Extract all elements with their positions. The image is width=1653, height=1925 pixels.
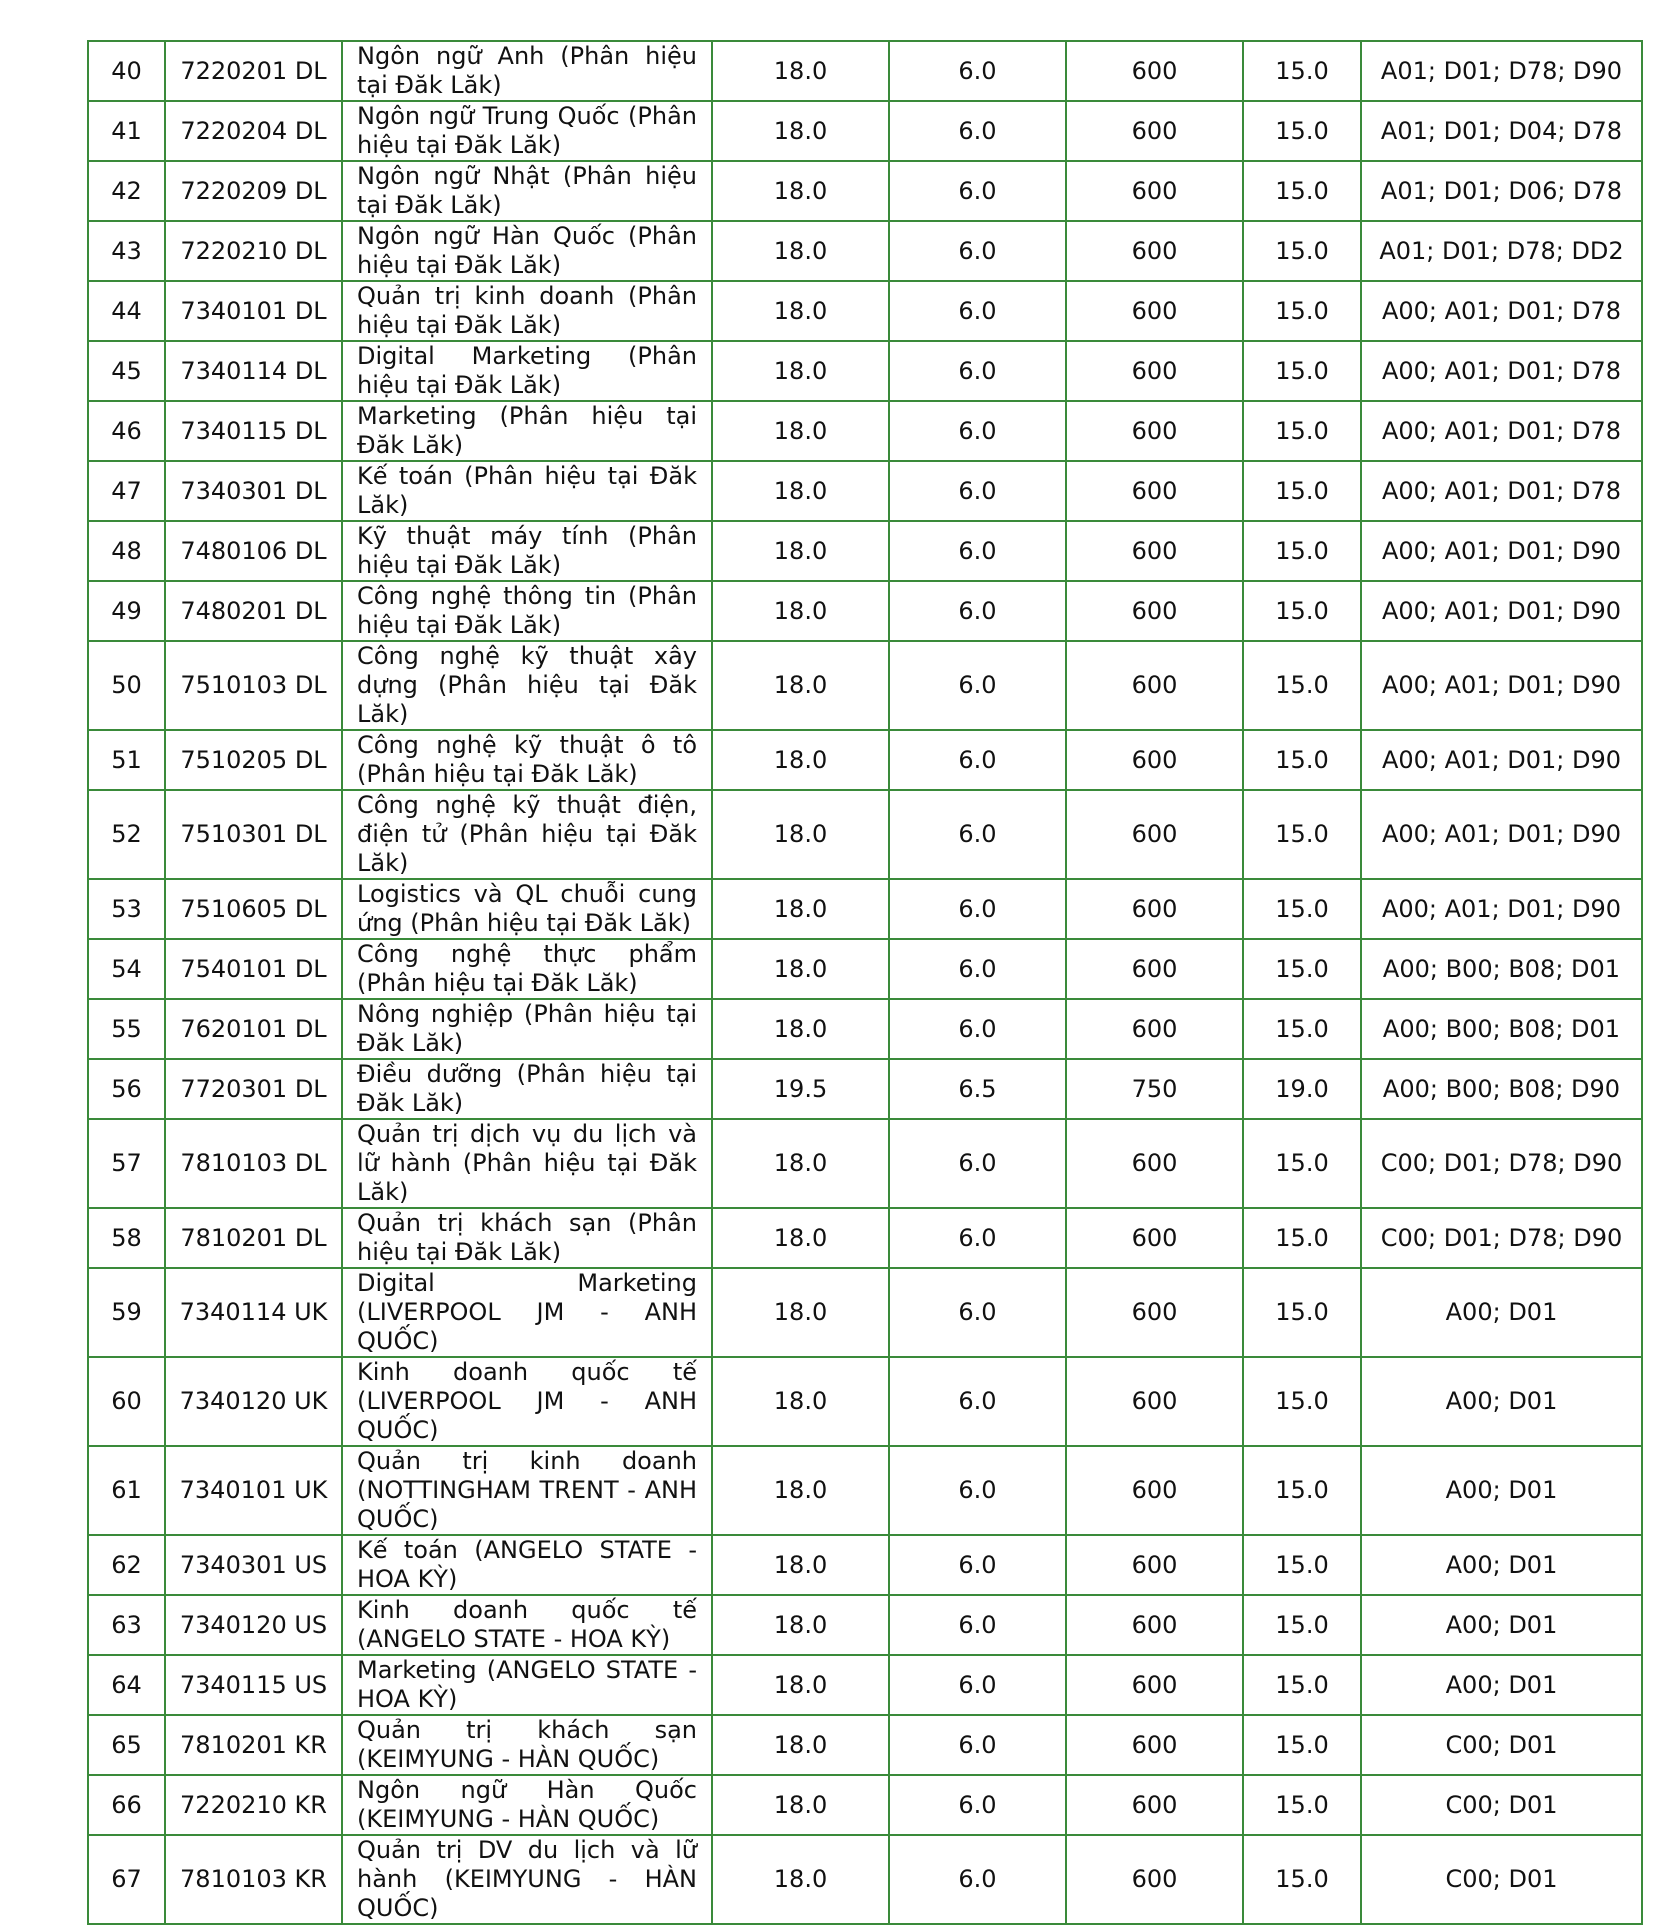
- score-col-3: 600: [1066, 1715, 1243, 1775]
- subject-groups: A00; D01: [1361, 1595, 1642, 1655]
- score-col-1: 18.0: [712, 999, 889, 1059]
- score-col-4: 15.0: [1243, 939, 1361, 999]
- score-col-3: 600: [1066, 730, 1243, 790]
- major-code: 7510103 DL: [165, 641, 342, 730]
- score-col-4: 15.0: [1243, 281, 1361, 341]
- major-code: 7340101 UK: [165, 1446, 342, 1535]
- major-code: 7620101 DL: [165, 999, 342, 1059]
- table-row: [88, 101, 1642, 161]
- row-number: 51: [88, 730, 165, 790]
- score-col-3: 600: [1066, 521, 1243, 581]
- score-col-4: 15.0: [1243, 730, 1361, 790]
- subject-groups: A00; A01; D01; D78: [1361, 461, 1642, 521]
- major-name: Nông nghiệp (Phân hiệu tại Đăk Lăk): [342, 999, 712, 1059]
- table-row: [88, 730, 1642, 790]
- row-number: 47: [88, 461, 165, 521]
- score-col-1: 18.0: [712, 1715, 889, 1775]
- score-col-2: 6.0: [889, 1775, 1066, 1835]
- score-col-3: 600: [1066, 939, 1243, 999]
- table-row: [88, 1357, 1642, 1446]
- major-name: Kỹ thuật máy tính (Phân hiệu tại Đăk Lăk): [342, 521, 712, 581]
- major-code: 7220210 KR: [165, 1775, 342, 1835]
- major-code: 7340114 UK: [165, 1268, 342, 1357]
- major-code: 7810201 DL: [165, 1208, 342, 1268]
- score-col-2: 6.0: [889, 521, 1066, 581]
- score-col-2: 6.0: [889, 879, 1066, 939]
- score-col-3: 750: [1066, 1059, 1243, 1119]
- subject-groups: A01; D01; D06; D78: [1361, 161, 1642, 221]
- score-col-2: 6.0: [889, 1715, 1066, 1775]
- major-code: 7220201 DL: [165, 41, 342, 101]
- score-col-3: 600: [1066, 41, 1243, 101]
- table-row: [88, 1775, 1642, 1835]
- major-name: Quản trị kinh doanh (NOTTINGHAM TRENT - ANH QUỐC): [342, 1446, 712, 1535]
- admission-score-table-page: [87, 40, 1641, 1925]
- score-col-1: 18.0: [712, 101, 889, 161]
- score-col-2: 6.0: [889, 1535, 1066, 1595]
- score-col-1: 18.0: [712, 879, 889, 939]
- major-name: Quản trị khách sạn (KEIMYUNG - HÀN QUỐC): [342, 1715, 712, 1775]
- score-col-1: 18.0: [712, 939, 889, 999]
- score-col-2: 6.0: [889, 939, 1066, 999]
- subject-groups: A00; D01: [1361, 1535, 1642, 1595]
- row-number: 52: [88, 790, 165, 879]
- table-row: [88, 879, 1642, 939]
- major-code: 7810103 DL: [165, 1119, 342, 1208]
- table-row: [88, 1119, 1642, 1208]
- subject-groups: A00; A01; D01; D90: [1361, 641, 1642, 730]
- major-code: 7480106 DL: [165, 521, 342, 581]
- row-number: 46: [88, 401, 165, 461]
- table-row: [88, 1535, 1642, 1595]
- table-row: [88, 281, 1642, 341]
- score-col-1: 18.0: [712, 1357, 889, 1446]
- admission-score-table: [87, 40, 1643, 1925]
- major-code: 7540101 DL: [165, 939, 342, 999]
- major-code: 7810103 KR: [165, 1835, 342, 1924]
- score-col-2: 6.0: [889, 281, 1066, 341]
- table-row: [88, 521, 1642, 581]
- score-col-2: 6.0: [889, 41, 1066, 101]
- score-col-4: 15.0: [1243, 101, 1361, 161]
- table-row: [88, 41, 1642, 101]
- score-col-4: 15.0: [1243, 1595, 1361, 1655]
- score-col-4: 15.0: [1243, 1715, 1361, 1775]
- row-number: 58: [88, 1208, 165, 1268]
- score-col-3: 600: [1066, 1208, 1243, 1268]
- major-code: 7720301 DL: [165, 1059, 342, 1119]
- table-row: [88, 939, 1642, 999]
- table-row: [88, 401, 1642, 461]
- major-name: Quản trị DV du lịch và lữ hành (KEIMYUNG - HÀN QUỐC): [342, 1835, 712, 1924]
- major-name: Ngôn ngữ Trung Quốc (Phân hiệu tại Đăk Lăk): [342, 101, 712, 161]
- subject-groups: C00; D01: [1361, 1775, 1642, 1835]
- score-col-1: 18.0: [712, 1208, 889, 1268]
- row-number: 50: [88, 641, 165, 730]
- score-col-2: 6.0: [889, 101, 1066, 161]
- subject-groups: A00; A01; D01; D90: [1361, 581, 1642, 641]
- subject-groups: A00; A01; D01; D90: [1361, 879, 1642, 939]
- subject-groups: A00; B00; B08; D01: [1361, 939, 1642, 999]
- score-col-3: 600: [1066, 1655, 1243, 1715]
- major-name: Công nghệ kỹ thuật ô tô (Phân hiệu tại Đăk Lăk): [342, 730, 712, 790]
- major-code: 7220204 DL: [165, 101, 342, 161]
- major-name: Digital Marketing (Phân hiệu tại Đăk Lăk): [342, 341, 712, 401]
- score-col-2: 6.0: [889, 999, 1066, 1059]
- subject-groups: A01; D01; D78; DD2: [1361, 221, 1642, 281]
- score-col-1: 18.0: [712, 161, 889, 221]
- score-col-2: 6.0: [889, 1446, 1066, 1535]
- major-name: Ngôn ngữ Hàn Quốc (Phân hiệu tại Đăk Lăk): [342, 221, 712, 281]
- score-col-4: 15.0: [1243, 641, 1361, 730]
- score-col-4: 15.0: [1243, 999, 1361, 1059]
- score-col-4: 15.0: [1243, 1208, 1361, 1268]
- major-name: Kế toán (ANGELO STATE - HOA KỲ): [342, 1535, 712, 1595]
- score-col-2: 6.0: [889, 161, 1066, 221]
- row-number: 56: [88, 1059, 165, 1119]
- subject-groups: A00; D01: [1361, 1446, 1642, 1535]
- score-col-1: 18.0: [712, 1119, 889, 1208]
- score-col-1: 18.0: [712, 1595, 889, 1655]
- major-name: Logistics và QL chuỗi cung ứng (Phân hiệu tại Đăk Lăk): [342, 879, 712, 939]
- score-col-3: 600: [1066, 1835, 1243, 1924]
- major-code: 7480201 DL: [165, 581, 342, 641]
- score-col-3: 600: [1066, 401, 1243, 461]
- score-col-4: 15.0: [1243, 461, 1361, 521]
- score-col-1: 18.0: [712, 221, 889, 281]
- score-col-1: 18.0: [712, 281, 889, 341]
- row-number: 55: [88, 999, 165, 1059]
- score-col-4: 15.0: [1243, 1119, 1361, 1208]
- score-col-4: 15.0: [1243, 221, 1361, 281]
- table-row: [88, 461, 1642, 521]
- score-col-2: 6.0: [889, 1357, 1066, 1446]
- score-col-1: 18.0: [712, 401, 889, 461]
- score-col-1: 18.0: [712, 521, 889, 581]
- score-col-4: 15.0: [1243, 1446, 1361, 1535]
- major-name: Quản trị khách sạn (Phân hiệu tại Đăk Lăk): [342, 1208, 712, 1268]
- major-name: Quản trị kinh doanh (Phân hiệu tại Đăk Lăk): [342, 281, 712, 341]
- row-number: 54: [88, 939, 165, 999]
- table-row: [88, 1059, 1642, 1119]
- score-col-2: 6.0: [889, 1268, 1066, 1357]
- row-number: 45: [88, 341, 165, 401]
- score-col-2: 6.0: [889, 1595, 1066, 1655]
- score-col-4: 15.0: [1243, 341, 1361, 401]
- subject-groups: A00; A01; D01; D78: [1361, 341, 1642, 401]
- major-name: Ngôn ngữ Hàn Quốc (KEIMYUNG - HÀN QUỐC): [342, 1775, 712, 1835]
- major-name: Marketing (Phân hiệu tại Đăk Lăk): [342, 401, 712, 461]
- major-name: Công nghệ thực phẩm (Phân hiệu tại Đăk Lăk): [342, 939, 712, 999]
- row-number: 62: [88, 1535, 165, 1595]
- score-col-4: 15.0: [1243, 879, 1361, 939]
- row-number: 60: [88, 1357, 165, 1446]
- major-code: 7340120 UK: [165, 1357, 342, 1446]
- subject-groups: A00; D01: [1361, 1268, 1642, 1357]
- score-col-3: 600: [1066, 641, 1243, 730]
- score-col-3: 600: [1066, 1775, 1243, 1835]
- major-code: 7810201 KR: [165, 1715, 342, 1775]
- score-col-3: 600: [1066, 1446, 1243, 1535]
- row-number: 48: [88, 521, 165, 581]
- table-row: [88, 1446, 1642, 1535]
- row-number: 67: [88, 1835, 165, 1924]
- score-col-2: 6.0: [889, 1119, 1066, 1208]
- score-col-3: 600: [1066, 1119, 1243, 1208]
- major-name: Kinh doanh quốc tế (LIVERPOOL JM - ANH QUỐC): [342, 1357, 712, 1446]
- score-col-4: 19.0: [1243, 1059, 1361, 1119]
- major-name: Marketing (ANGELO STATE - HOA KỲ): [342, 1655, 712, 1715]
- score-col-1: 18.0: [712, 1535, 889, 1595]
- major-code: 7220210 DL: [165, 221, 342, 281]
- row-number: 53: [88, 879, 165, 939]
- score-col-3: 600: [1066, 221, 1243, 281]
- major-name: Ngôn ngữ Nhật (Phân hiệu tại Đăk Lăk): [342, 161, 712, 221]
- score-col-3: 600: [1066, 1595, 1243, 1655]
- score-col-4: 15.0: [1243, 1835, 1361, 1924]
- score-col-3: 600: [1066, 1268, 1243, 1357]
- score-col-2: 6.0: [889, 401, 1066, 461]
- score-col-4: 15.0: [1243, 1357, 1361, 1446]
- subject-groups: A00; A01; D01; D78: [1361, 401, 1642, 461]
- score-col-2: 6.0: [889, 581, 1066, 641]
- subject-groups: C00; D01: [1361, 1835, 1642, 1924]
- score-col-4: 15.0: [1243, 1655, 1361, 1715]
- score-col-4: 15.0: [1243, 521, 1361, 581]
- row-number: 65: [88, 1715, 165, 1775]
- major-code: 7340115 US: [165, 1655, 342, 1715]
- score-col-3: 600: [1066, 999, 1243, 1059]
- row-number: 57: [88, 1119, 165, 1208]
- score-col-3: 600: [1066, 1357, 1243, 1446]
- score-col-1: 18.0: [712, 1835, 889, 1924]
- score-col-4: 15.0: [1243, 401, 1361, 461]
- major-code: 7510205 DL: [165, 730, 342, 790]
- row-number: 61: [88, 1446, 165, 1535]
- table-row: [88, 1268, 1642, 1357]
- major-name: Kế toán (Phân hiệu tại Đăk Lăk): [342, 461, 712, 521]
- row-number: 66: [88, 1775, 165, 1835]
- score-col-2: 6.0: [889, 1655, 1066, 1715]
- subject-groups: A00; A01; D01; D90: [1361, 730, 1642, 790]
- subject-groups: C00; D01; D78; D90: [1361, 1208, 1642, 1268]
- table-row: [88, 221, 1642, 281]
- score-col-2: 6.0: [889, 730, 1066, 790]
- major-code: 7340115 DL: [165, 401, 342, 461]
- subject-groups: A01; D01; D78; D90: [1361, 41, 1642, 101]
- table-row: [88, 1595, 1642, 1655]
- score-col-3: 600: [1066, 790, 1243, 879]
- row-number: 64: [88, 1655, 165, 1715]
- score-col-1: 18.0: [712, 1775, 889, 1835]
- table-row: [88, 999, 1642, 1059]
- score-col-1: 18.0: [712, 1446, 889, 1535]
- score-col-3: 600: [1066, 101, 1243, 161]
- score-col-1: 18.0: [712, 1655, 889, 1715]
- major-name: Điều dưỡng (Phân hiệu tại Đăk Lăk): [342, 1059, 712, 1119]
- score-col-2: 6.0: [889, 461, 1066, 521]
- subject-groups: A00; A01; D01; D90: [1361, 790, 1642, 879]
- score-col-1: 18.0: [712, 730, 889, 790]
- score-col-2: 6.0: [889, 790, 1066, 879]
- major-name: Ngôn ngữ Anh (Phân hiệu tại Đăk Lăk): [342, 41, 712, 101]
- major-name: Kinh doanh quốc tế (ANGELO STATE - HOA KỲ): [342, 1595, 712, 1655]
- score-col-3: 600: [1066, 581, 1243, 641]
- row-number: 41: [88, 101, 165, 161]
- major-name: Công nghệ kỹ thuật điện, điện tử (Phân hiệu tại Đăk Lăk): [342, 790, 712, 879]
- major-code: 7510301 DL: [165, 790, 342, 879]
- subject-groups: A00; D01: [1361, 1357, 1642, 1446]
- score-col-3: 600: [1066, 879, 1243, 939]
- table-row: [88, 1208, 1642, 1268]
- score-col-4: 15.0: [1243, 1535, 1361, 1595]
- subject-groups: C00; D01; D78; D90: [1361, 1119, 1642, 1208]
- row-number: 40: [88, 41, 165, 101]
- score-col-1: 18.0: [712, 1268, 889, 1357]
- score-col-3: 600: [1066, 461, 1243, 521]
- score-col-3: 600: [1066, 161, 1243, 221]
- table-row: [88, 161, 1642, 221]
- subject-groups: A00; B00; B08; D90: [1361, 1059, 1642, 1119]
- score-col-2: 6.5: [889, 1059, 1066, 1119]
- table-row: [88, 1715, 1642, 1775]
- score-col-4: 15.0: [1243, 1775, 1361, 1835]
- table-row: [88, 341, 1642, 401]
- score-col-3: 600: [1066, 281, 1243, 341]
- subject-groups: A00; B00; B08; D01: [1361, 999, 1642, 1059]
- score-col-3: 600: [1066, 341, 1243, 401]
- score-col-1: 18.0: [712, 461, 889, 521]
- table-row: [88, 790, 1642, 879]
- score-col-4: 15.0: [1243, 581, 1361, 641]
- row-number: 59: [88, 1268, 165, 1357]
- score-col-1: 18.0: [712, 581, 889, 641]
- score-col-1: 18.0: [712, 41, 889, 101]
- score-col-2: 6.0: [889, 341, 1066, 401]
- subject-groups: A01; D01; D04; D78: [1361, 101, 1642, 161]
- score-col-4: 15.0: [1243, 41, 1361, 101]
- major-code: 7340120 US: [165, 1595, 342, 1655]
- subject-groups: A00; A01; D01; D78: [1361, 281, 1642, 341]
- score-col-3: 600: [1066, 1535, 1243, 1595]
- score-col-2: 6.0: [889, 641, 1066, 730]
- row-number: 44: [88, 281, 165, 341]
- table-row: [88, 1835, 1642, 1924]
- major-name: Digital Marketing (LIVERPOOL JM - ANH QUỐC): [342, 1268, 712, 1357]
- score-col-4: 15.0: [1243, 161, 1361, 221]
- score-col-1: 18.0: [712, 341, 889, 401]
- score-col-4: 15.0: [1243, 790, 1361, 879]
- score-col-1: 19.5: [712, 1059, 889, 1119]
- row-number: 49: [88, 581, 165, 641]
- major-name: Công nghệ thông tin (Phân hiệu tại Đăk Lăk): [342, 581, 712, 641]
- major-code: 7340301 US: [165, 1535, 342, 1595]
- major-code: 7220209 DL: [165, 161, 342, 221]
- subject-groups: A00; A01; D01; D90: [1361, 521, 1642, 581]
- table-row: [88, 641, 1642, 730]
- score-col-1: 18.0: [712, 641, 889, 730]
- major-code: 7510605 DL: [165, 879, 342, 939]
- major-code: 7340301 DL: [165, 461, 342, 521]
- major-name: Công nghệ kỹ thuật xây dựng (Phân hiệu tại Đăk Lăk): [342, 641, 712, 730]
- major-name: Quản trị dịch vụ du lịch và lữ hành (Phân hiệu tại Đăk Lăk): [342, 1119, 712, 1208]
- score-col-4: 15.0: [1243, 1268, 1361, 1357]
- table-row: [88, 1655, 1642, 1715]
- score-col-2: 6.0: [889, 1835, 1066, 1924]
- major-code: 7340114 DL: [165, 341, 342, 401]
- subject-groups: A00; D01: [1361, 1655, 1642, 1715]
- score-col-2: 6.0: [889, 1208, 1066, 1268]
- score-col-2: 6.0: [889, 221, 1066, 281]
- table-row: [88, 581, 1642, 641]
- row-number: 43: [88, 221, 165, 281]
- score-col-1: 18.0: [712, 790, 889, 879]
- table-body: [88, 41, 1642, 1924]
- row-number: 42: [88, 161, 165, 221]
- row-number: 63: [88, 1595, 165, 1655]
- major-code: 7340101 DL: [165, 281, 342, 341]
- subject-groups: C00; D01: [1361, 1715, 1642, 1775]
